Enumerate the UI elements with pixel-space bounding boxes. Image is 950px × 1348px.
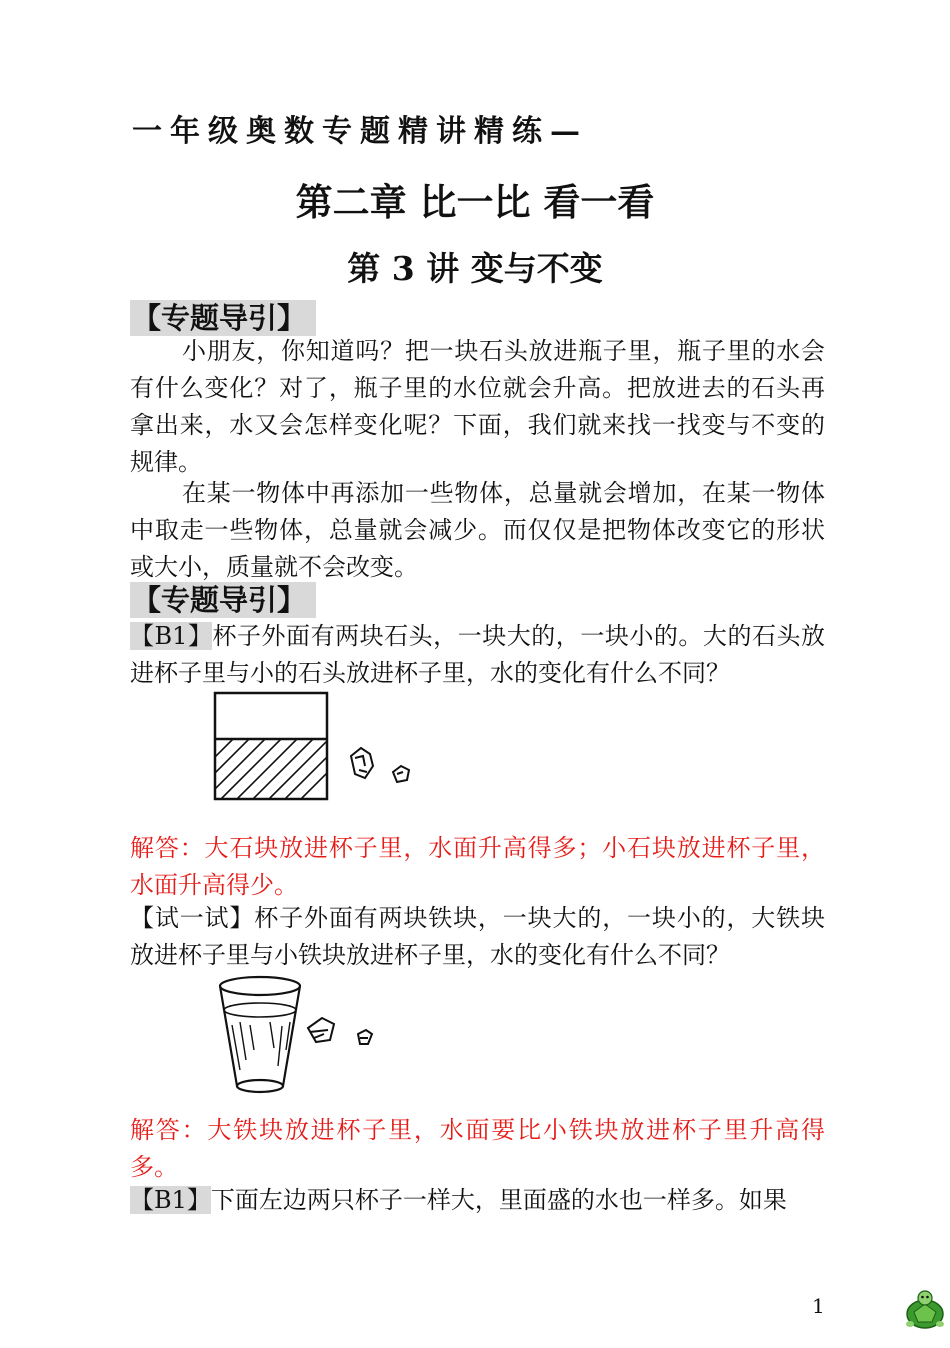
section-heading-examples: 【专题导引】 bbox=[130, 582, 316, 618]
problem-text: 下面左边两只杯子一样大，里面盛的水也一样多。如果 bbox=[210, 1186, 787, 1214]
small-stone-icon bbox=[393, 766, 409, 782]
problem-tag: 【B1】 bbox=[130, 1186, 211, 1214]
water-shading bbox=[232, 1022, 290, 1070]
answer-2: 解答：大铁块放进杯子里，水面要比小铁块放进杯子里升高得多。 bbox=[130, 1116, 825, 1181]
turtle-logo-icon bbox=[902, 1288, 948, 1334]
small-iron-block-icon bbox=[358, 1030, 372, 1044]
problem-tag: 【B1】 bbox=[130, 622, 213, 650]
problem-1 bbox=[130, 618, 825, 692]
problem-text: 杯子外面有两块石头，一块大的，一块小的。大的石头放进杯子里与小的石头放进杯子里，水的变化有什么不同？ bbox=[130, 622, 826, 687]
problem-text: 杯子外面有两块铁块，一块大的，一块小的，大铁块放进杯子里与小铁块放进杯子里，水的变化有什么不同？ bbox=[130, 904, 826, 969]
water-surface bbox=[224, 1003, 296, 1017]
glass-base bbox=[237, 1080, 283, 1092]
series-title: 一年级奥数专题精讲精练— bbox=[132, 114, 588, 149]
section-heading-intro: 【专题导引】 bbox=[130, 300, 316, 336]
page-number: 1 bbox=[812, 1294, 825, 1318]
answer-1: 解答：大石块放进杯子里，水面升高得多；小石块放进杯子里，水面升高得少。 bbox=[130, 834, 825, 899]
problem-2 bbox=[130, 900, 825, 974]
cup-outline bbox=[215, 693, 327, 799]
glass-rim bbox=[220, 977, 300, 995]
intro-paragraph-1: 小朋友，你知道吗？把一块石头放进瓶子里，瓶子里的水会有什么变化？对了，瓶子里的水位就会升高。把放进去的石头再拿出来，水又会怎样变化呢？下面，我们就来找一找变与不变的规律。 bbox=[130, 337, 825, 476]
intro-paragraph-2: 在某一物体中再添加一些物体，总量就会增加，在某一物体中取走一些物体，总量就会减少。而仅仅是把物体改变它的形状或大小，质量就不会改变。 bbox=[130, 479, 825, 581]
problem-tag: 【试一试】 bbox=[130, 904, 255, 932]
glass-with-iron-blocks-illustration bbox=[210, 970, 390, 1100]
lecture-title: 第 3 讲 变与不变 bbox=[347, 249, 603, 288]
problem-3 bbox=[130, 1182, 825, 1219]
large-iron-block-icon bbox=[308, 1018, 334, 1042]
cup-with-stones-illustration bbox=[205, 686, 420, 806]
large-stone-icon bbox=[351, 748, 373, 778]
chapter-title: 第二章 比一比 看一看 bbox=[295, 180, 655, 224]
